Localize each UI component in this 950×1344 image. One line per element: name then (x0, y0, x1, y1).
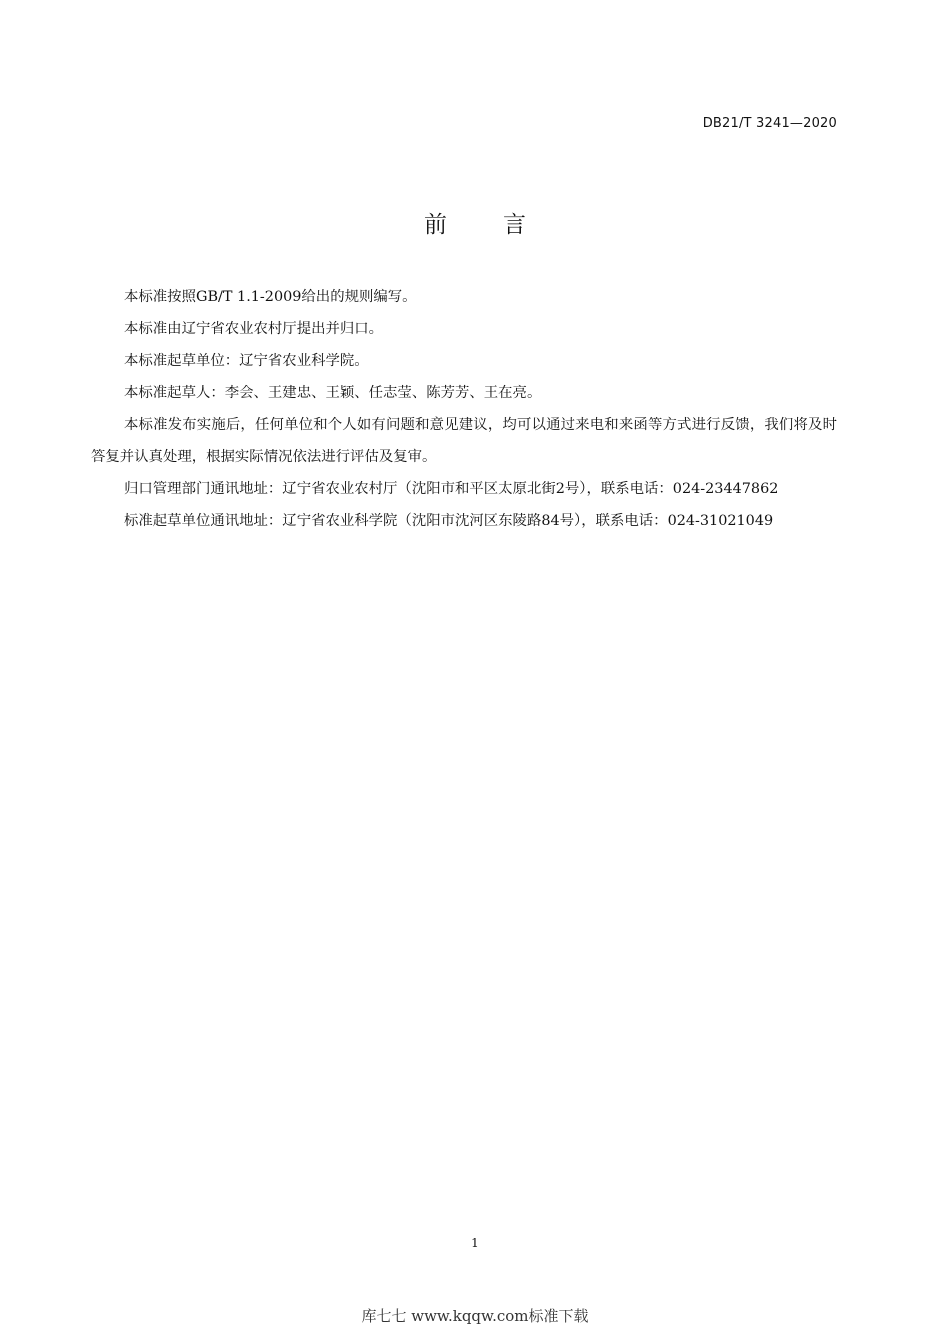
paragraph-authority-address: 归口管理部门通讯地址：辽宁省农业农村厅（沈阳市和平区太原北街2号），联系电话：024-23447862 (124, 481, 779, 497)
paragraph-drafter-address: 标准起草单位通讯地址：辽宁省农业科学院（沈阳市沈河区东陵路84号），联系电话：024-31021049 (124, 513, 774, 529)
paragraph-drafting-unit: 本标准起草单位：辽宁省农业科学院。 (124, 353, 369, 369)
page-number: 1 (471, 1236, 479, 1250)
document-code: DB21/T 3241—2020 (702, 116, 837, 131)
paragraph-drafting-rules: 本标准按照GB/T 1.1-2009给出的规则编写。 (124, 289, 417, 305)
paragraph-feedback: 本标准发布实施后，任何单位和个人如有问题和意见建议，均可以通过来电和来函等方式进行反馈，我们将及时答复并认真处理，根据实际情况依法进行评估及复审。 (91, 417, 837, 465)
page-title: 前言 (424, 212, 582, 238)
foreword-body (91, 281, 837, 537)
paragraph-proposer: 本标准由辽宁省农业农村厅提出并归口。 (124, 321, 384, 337)
footer-watermark: 库七七 www.kqqw.com标准下载 (361, 1307, 589, 1325)
paragraph-drafters: 本标准起草人：李会、王建忠、王颖、任志莹、陈芳芳、王在亮。 (124, 385, 542, 401)
